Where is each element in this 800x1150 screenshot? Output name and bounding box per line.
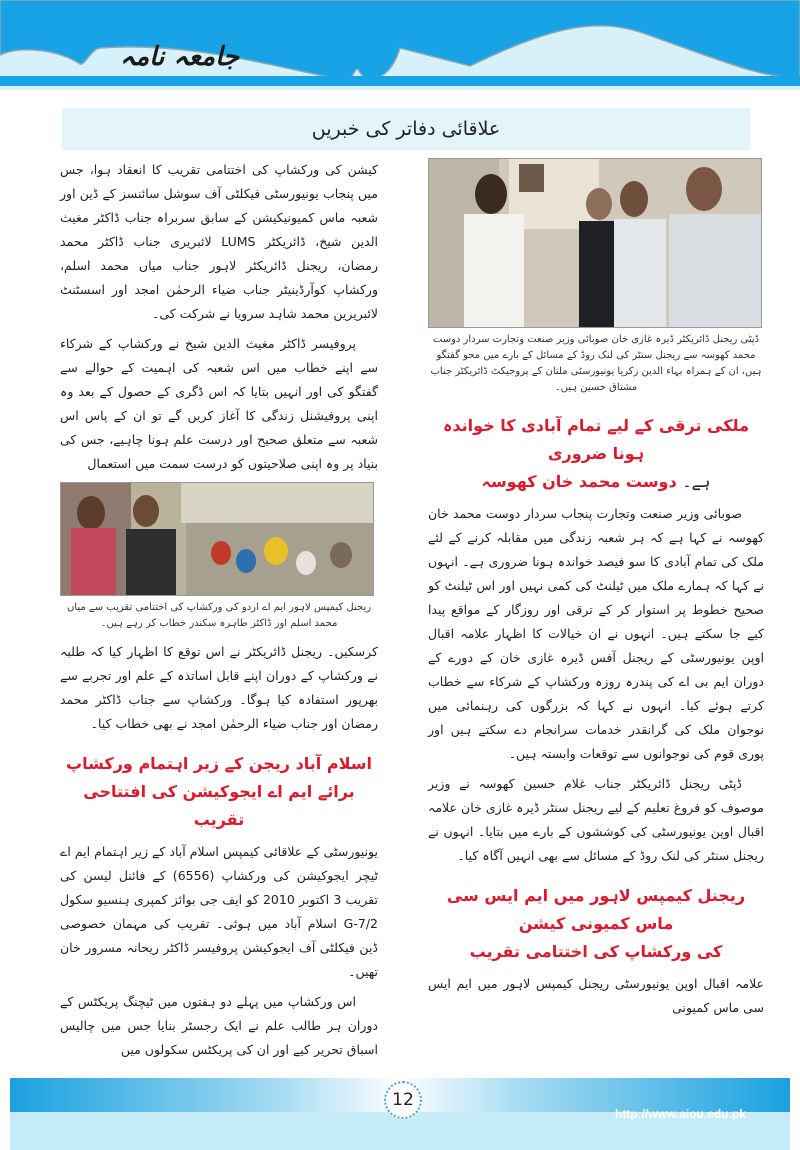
page-number: 12 bbox=[384, 1081, 422, 1119]
right-photo-caption: ڈپٹی ریجنل ڈائریکٹر ڈیرہ غازی خان صوبائی وزیر صنعت وتجارت سردار دوست محمد کھوسہ سے ریجنل سنٹر کی لنک روڈ کے مسائل کے بارے میں محو گفتگو ہیں، ان کے ہمراہ بہاء الدین زکریا یونیورسٹی ملتان کے پروجیکٹ ڈائریکٹر جناب مشتاق حسین ہیں۔ bbox=[430, 334, 762, 393]
section-title-box bbox=[62, 108, 750, 150]
minister-meeting-photo bbox=[428, 158, 762, 328]
heading-line: اسلام آباد ریجن کے زیر اہتمام ورکشاپ bbox=[66, 754, 372, 773]
left-photo-caption: ریجنل کیمپس لاہور ایم اے اردو کی ورکشاپ کی اختتامی تقریب سے میاں محمد اسلم اور ڈاکٹر طاہرہ سکندر خطاب کر رہے ہیں۔ bbox=[66, 602, 372, 629]
section-title: علاقائی دفاتر کی خبریں bbox=[311, 118, 501, 140]
workshop-photo-image bbox=[61, 483, 373, 595]
website-link[interactable]: http://www.aiou.edu.pk bbox=[615, 1107, 746, 1121]
islamabad-heading bbox=[60, 750, 378, 834]
lahore-heading bbox=[428, 882, 764, 966]
workshop-photo bbox=[60, 482, 374, 596]
khosa-heading bbox=[428, 412, 764, 496]
heading-line: دوست محمد خان کھوسہ bbox=[481, 472, 677, 491]
page-header bbox=[0, 0, 800, 90]
left-column bbox=[60, 158, 378, 1068]
right-paragraph-2: ڈپٹی ریجنل ڈائریکٹر جناب غلام حسین کھوسہ نے وزیر موصوف کو فروغ تعلیم کے لیے ریجنل سنٹر ڈیرہ غازی خان علامہ اقبال اوپن یونیورسٹی کی کوششوں کے بارے میں بتایا۔ انہوں نے ریجنل سنٹر کی لنک روڈ کے مسائل سے بھی انہیں آگاہ کیا۔ bbox=[428, 776, 764, 863]
heading-line: ریجنل کیمپس لاہور میں ایم ایس سی ماس کمیونی کیشن bbox=[446, 886, 746, 933]
right-paragraph-1: صوبائی وزیر صنعت وتجارت پنجاب سردار دوست محمد خان کھوسہ نے کہا ہے کہ ہر شعبہ زندگی میں مقابلہ کرنے کے لئے ملک کی تمام آبادی کا سو فیصد خواندہ ہونا ضروری ہے۔ انہوں نے کہا کہ ہمارے ملک میں ٹیلنٹ کی کمی نہیں اور اس ٹیلنٹ کو صحیح خطوط پر استوار کر کے ترقی اور روزگار کے مواقع پیدا کیے جا سکتے ہیں۔ انہوں نے ان خیالات کا اظہار علامہ اقبال اوپن یونیورسٹی کے ریجنل آفس ڈیرہ غازی خان کے دورے کے دوران ایم بی اے کی پندرہ روزہ ورکشاپ کے شرکاء سے خطاب کرتے ہوئے کیا۔ انہوں نے کہا کہ بزرگوں کی رہنمائی میں نوجوان ملک کی گرانقدر خدمات سرانجام دے سکتے ہیں اور پوری قوم کی نوجوانوں سے توقعات وابستہ ہیں۔ bbox=[428, 506, 764, 761]
right-column bbox=[428, 158, 764, 1068]
left-paragraph-4: یونیورسٹی کے علاقائی کیمپس اسلام آباد کے زیر اہتمام ایم اے ٹیچر ایجوکیشن کی ورکشاپ (6556) کے فائنل لیسن کی تقریب 3 اکتوبر 2010 کو ایف جی بوائز کمپری ہنسیو سکول G-7/2 اسلام آباد میں ہوئی۔ تقریب کی مہمان خصوصی ڈین فیکلٹی آف ایجوکیشن پروفیسر ڈاکٹر ریحانہ مسرور خان تھیں۔ bbox=[60, 844, 378, 979]
heading-prefix: ہے۔ bbox=[682, 472, 711, 491]
left-paragraph-3: کرسکیں۔ ریجنل ڈائریکٹر نے اس توقع کا اظہار کیا کہ طلبہ نے ورکشاپ کے دوران اپنے قابل اساتذہ کے علم اور تجربے سے بھرپور استفادہ کیا ہوگا۔ ورکشاپ سے جناب ڈاکٹر محمد رمضان اور جناب ضیاء الرحمٰن امجد نے بھی خطاب کیا۔ bbox=[60, 644, 378, 731]
right-paragraph-3: علامہ اقبال اوپن یونیورسٹی ریجنل کیمپس لاہور میں ایم ایس سی ماس کمیونی bbox=[428, 976, 764, 1015]
left-paragraph-5: اس ورکشاپ میں پہلے دو ہفتوں میں ٹیچنگ پریکٹس کے دوران ہر طالب علم نے ایک رجسٹر بنایا جس میں چالیس اسباق تحریر کیے اور ان کی پریکٹس سکولوں میں bbox=[60, 994, 378, 1057]
masthead-title: جامعہ نامہ bbox=[120, 42, 240, 72]
heading-line: ملکی ترقی کے لیے تمام آبادی کا خواندہ ہونا ضروری bbox=[443, 416, 749, 463]
page-footer bbox=[10, 1078, 790, 1150]
article-columns bbox=[60, 158, 764, 1068]
left-paragraph-2: پروفیسر ڈاکٹر مغیث الدین شیخ نے ورکشاپ کے شرکاء سے اپنے خطاب میں اس شعبہ کی اہمیت کے حوالے سے گفتگو کی اور انہیں بتایا کہ اس ڈگری کے حصول کے بعد وہ اپنی پروفیشنل زندگی کا آغاز کریں گے تو ان کے پاس اس شعبہ سے متعلق صحیح اور درست علم ہونا چاہیے، جس کی بنیاد پر وہ اپنی صلاحیتوں کو درست سمت میں استعمال bbox=[60, 336, 378, 471]
heading-line: برائے ایم اے ایجوکیشن کی افتتاحی تقریب bbox=[83, 782, 355, 829]
left-paragraph-1: کیشن کی ورکشاپ کی اختتامی تقریب کا انعقاد ہوا، جس میں پنجاب یونیورسٹی فیکلٹی آف سوشل سائنسز کے ڈین اور شعبہ ماس کمیونیکیشن کے سابق سربراہ جناب ڈاکٹر مغیث الدین شیخ، ڈائریکٹر LUMS لائبریری جناب ڈاکٹر محمد رمضان، ریجنل ڈائریکٹر لاہور جناب میاں محمد اسلم، ورکشاپ کوآرڈینیٹر جناب ضیاء الرحمٰن امجد اور اسسٹنٹ لائبریرین محمد شاہد سرویا نے شرکت کی۔ bbox=[60, 162, 378, 321]
minister-meeting-photo-image bbox=[429, 159, 761, 327]
heading-line: کی ورکشاپ کی اختتامی تقریب bbox=[469, 942, 723, 961]
